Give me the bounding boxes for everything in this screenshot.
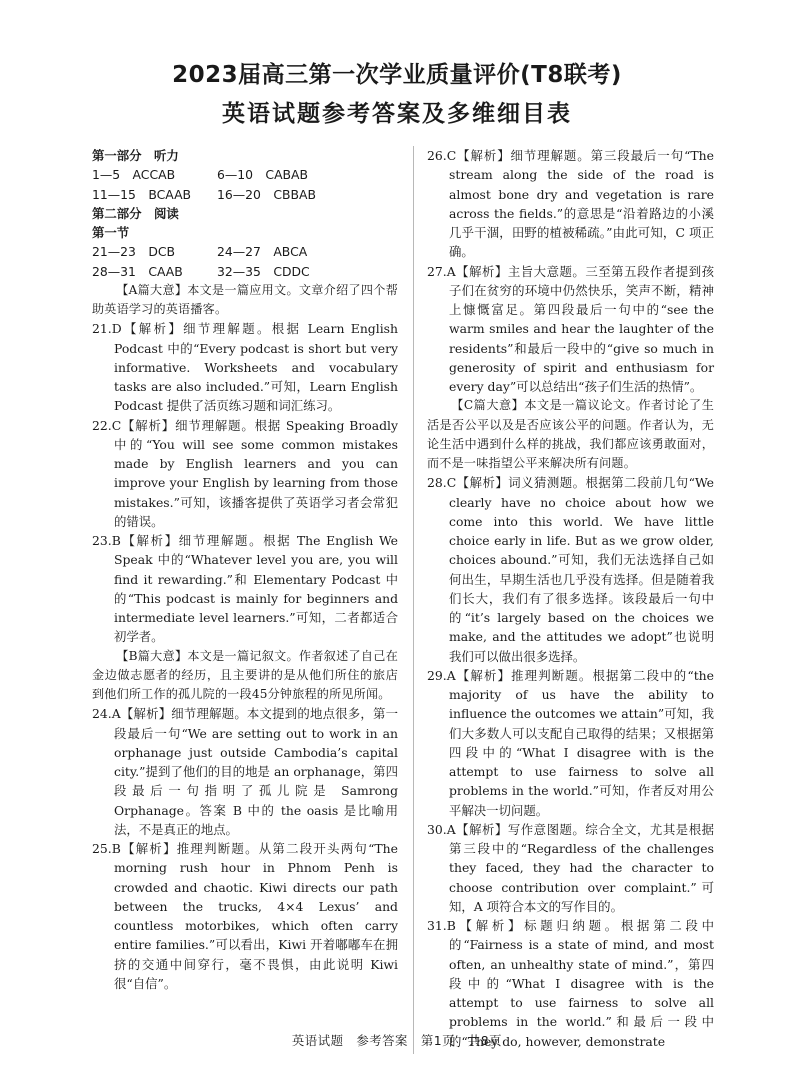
answer-key [92,146,398,281]
passage-b-summary: 【B篇大意】本文是一篇记叙文。作者叙述了自己在金边做志愿者的经历，且主要讲的是从他们所住的旅店到他们所工作的孤儿院的一段45分钟旅程的所见所闻。 [92,648,398,701]
page-footer: 英语试题 参考答案 第1页 共8页 [291,1033,503,1048]
answer-explanation-26: 26.C【解析】细节理解题。第三段最后一句“The stream along the side of the road is almost bone dry and vegetation is rare across the fields.”的意思是“沿着路边的小溪几乎干涸，田野的植被稀疏。”由此可知，C 项正确。 [427,148,714,260]
passage-a-summary: 【A篇大意】本文是一篇应用文。文章介绍了四个帮助英语学习的英语播客。 [92,282,398,316]
answer-range: 6—10 CABAB [217,167,309,183]
column-divider [413,146,414,1054]
answer-range: 28—31 CAAB [92,263,183,279]
answer-explanation-30: 30.A【解析】写作意图题。综合全文，尤其是根据第三段中的“Regardless of the challenges they faced, they had the character to choose contribution over complaint.”可知，A 项符合本文的写作目的。 [427,821,714,914]
answer-range: 21—23 DCB [92,244,176,260]
answer-explanation-24: 24.A【解析】细节理解题。本文提到的地点很多，第一段最后一句“We are setting out to work in an orphanage just outside Cambodia’s capital city.”提到了他们的目的地是 an orphanage，第四段最后一句指明了孤儿院是 Samrong Orphanage。答案 B 中的 the oasis 是比喻用法，不是真正的地点。 [92,706,398,837]
passage-c-summary: 【C篇大意】本文是一篇议论文。作者讨论了生活是否公平以及是否应该公平的问题。作者认为，无论生活中遇到什么样的挑战，我们都应该勇敢面对，而不是一味指望公平来解决所有问题。 [427,398,714,470]
answer-range: 16—20 CBBAB [217,186,316,202]
answer-explanation-31: 31.B【解析】标题归纳题。根据第二段中的“Fairness is a state of mind, and most often, an unhealthy state of mind.”，第四段中的“What I disagree with is the attempt to use fairness to solve all problems in the world.”和最后一段中的“They do, however, demonstrate [427,918,714,1049]
answer-explanation-21: 21.D【解析】细节理解题。根据 Learn English Podcast 中的“Every podcast is short but very informative. Worksheets and vocabulary tasks are also included.”可知，Learn English Podcast 提供了活页练习题和词汇练习。 [92,321,398,414]
section1-heading: 第一节 [92,225,130,240]
answer-explanation-22: 22.C【解析】细节理解题。根据 Speaking Broadly 中的“You will see some common mistakes made by English learners and you can improve your English by learning from those mistakes.”可知，该播客提供了英语学习者会常犯的错误。 [92,417,398,529]
answer-row [92,242,398,261]
answer-explanation-27: 27.A【解析】主旨大意题。三至第五段作者提到孩子们在贫穷的环境中仍然快乐，笑声不断，精神上慷慨富足。第四段最后一句中的“see the warm smiles and hear the laughter of the residents”和最后一段中的“give so much in generosity of spirit and enthusiasm for every day”可以总结出“孩子们生活的热情”。 [427,263,714,394]
document-subtitle: 英语试题参考答案及多维细目表 [222,101,572,127]
left-column [92,146,398,993]
answer-range: 1—5 ACCAB [92,167,176,183]
answer-range: 24—27 ABCA [217,244,308,260]
part2-heading: 第二部分 阅读 [92,205,179,221]
answer-explanation-29: 29.A【解析】推理判断题。根据第二段中的“the majority of us have the ability to influence the outcomes we attain”可知，我们大多数人可以支配自己取得的结果；又根据第四段中的“What I disagree with is the attempt to use fairness to solve all problems in the world.”可知，作者反对用公平解决一切问题。 [427,667,714,818]
answer-explanation-23: 23.B【解析】细节理解题。根据 The English We Speak 中的“Whatever level you are, you will find it rewarding.”和 Elementary Podcast 中的“This podcast is mainly for beginners and intermediate level learners.”可知，二者都适合初学者。 [92,533,398,645]
answer-range: 32—35 CDDC [217,263,310,279]
answer-explanation-28: 28.C【解析】词义猜测题。根据第二段前几句“We clearly have no choice about how we come into this world. We have little choice early in life. But as we grow older, choices abound.”可知，我们无法选择自己如何出生，早期生活也几乎没有选择。但是随着我们长大，我们有了很多选择。该段最后一句中的“it’s largely based on the choices we make, and the attitudes we adopt”也说明我们可以做出很多选择。 [427,475,714,664]
right-column [427,146,714,1051]
answer-row [92,165,398,184]
document-title: 2023届高三第一次学业质量评价(T8联考) [172,62,622,88]
answer-range: 11—15 BCAAB [92,186,192,202]
answer-explanation-25: 25.B【解析】推理判断题。从第二段开头两句“The morning rush hour in Phnom Penh is crowded and chaotic. Kiwi directs our path between the trucks, 4×4 Lexus’ and countless motorbikes, which often carry entire families.”可以看出，Kiwi 开着嘟嘟车在拥挤的交通中间穿行，毫不畏惧，由此说明 Kiwi 很“自信”。 [92,841,398,991]
part1-heading: 第一部分 听力 [92,148,179,163]
answer-row [92,262,398,281]
answer-row [92,185,398,204]
